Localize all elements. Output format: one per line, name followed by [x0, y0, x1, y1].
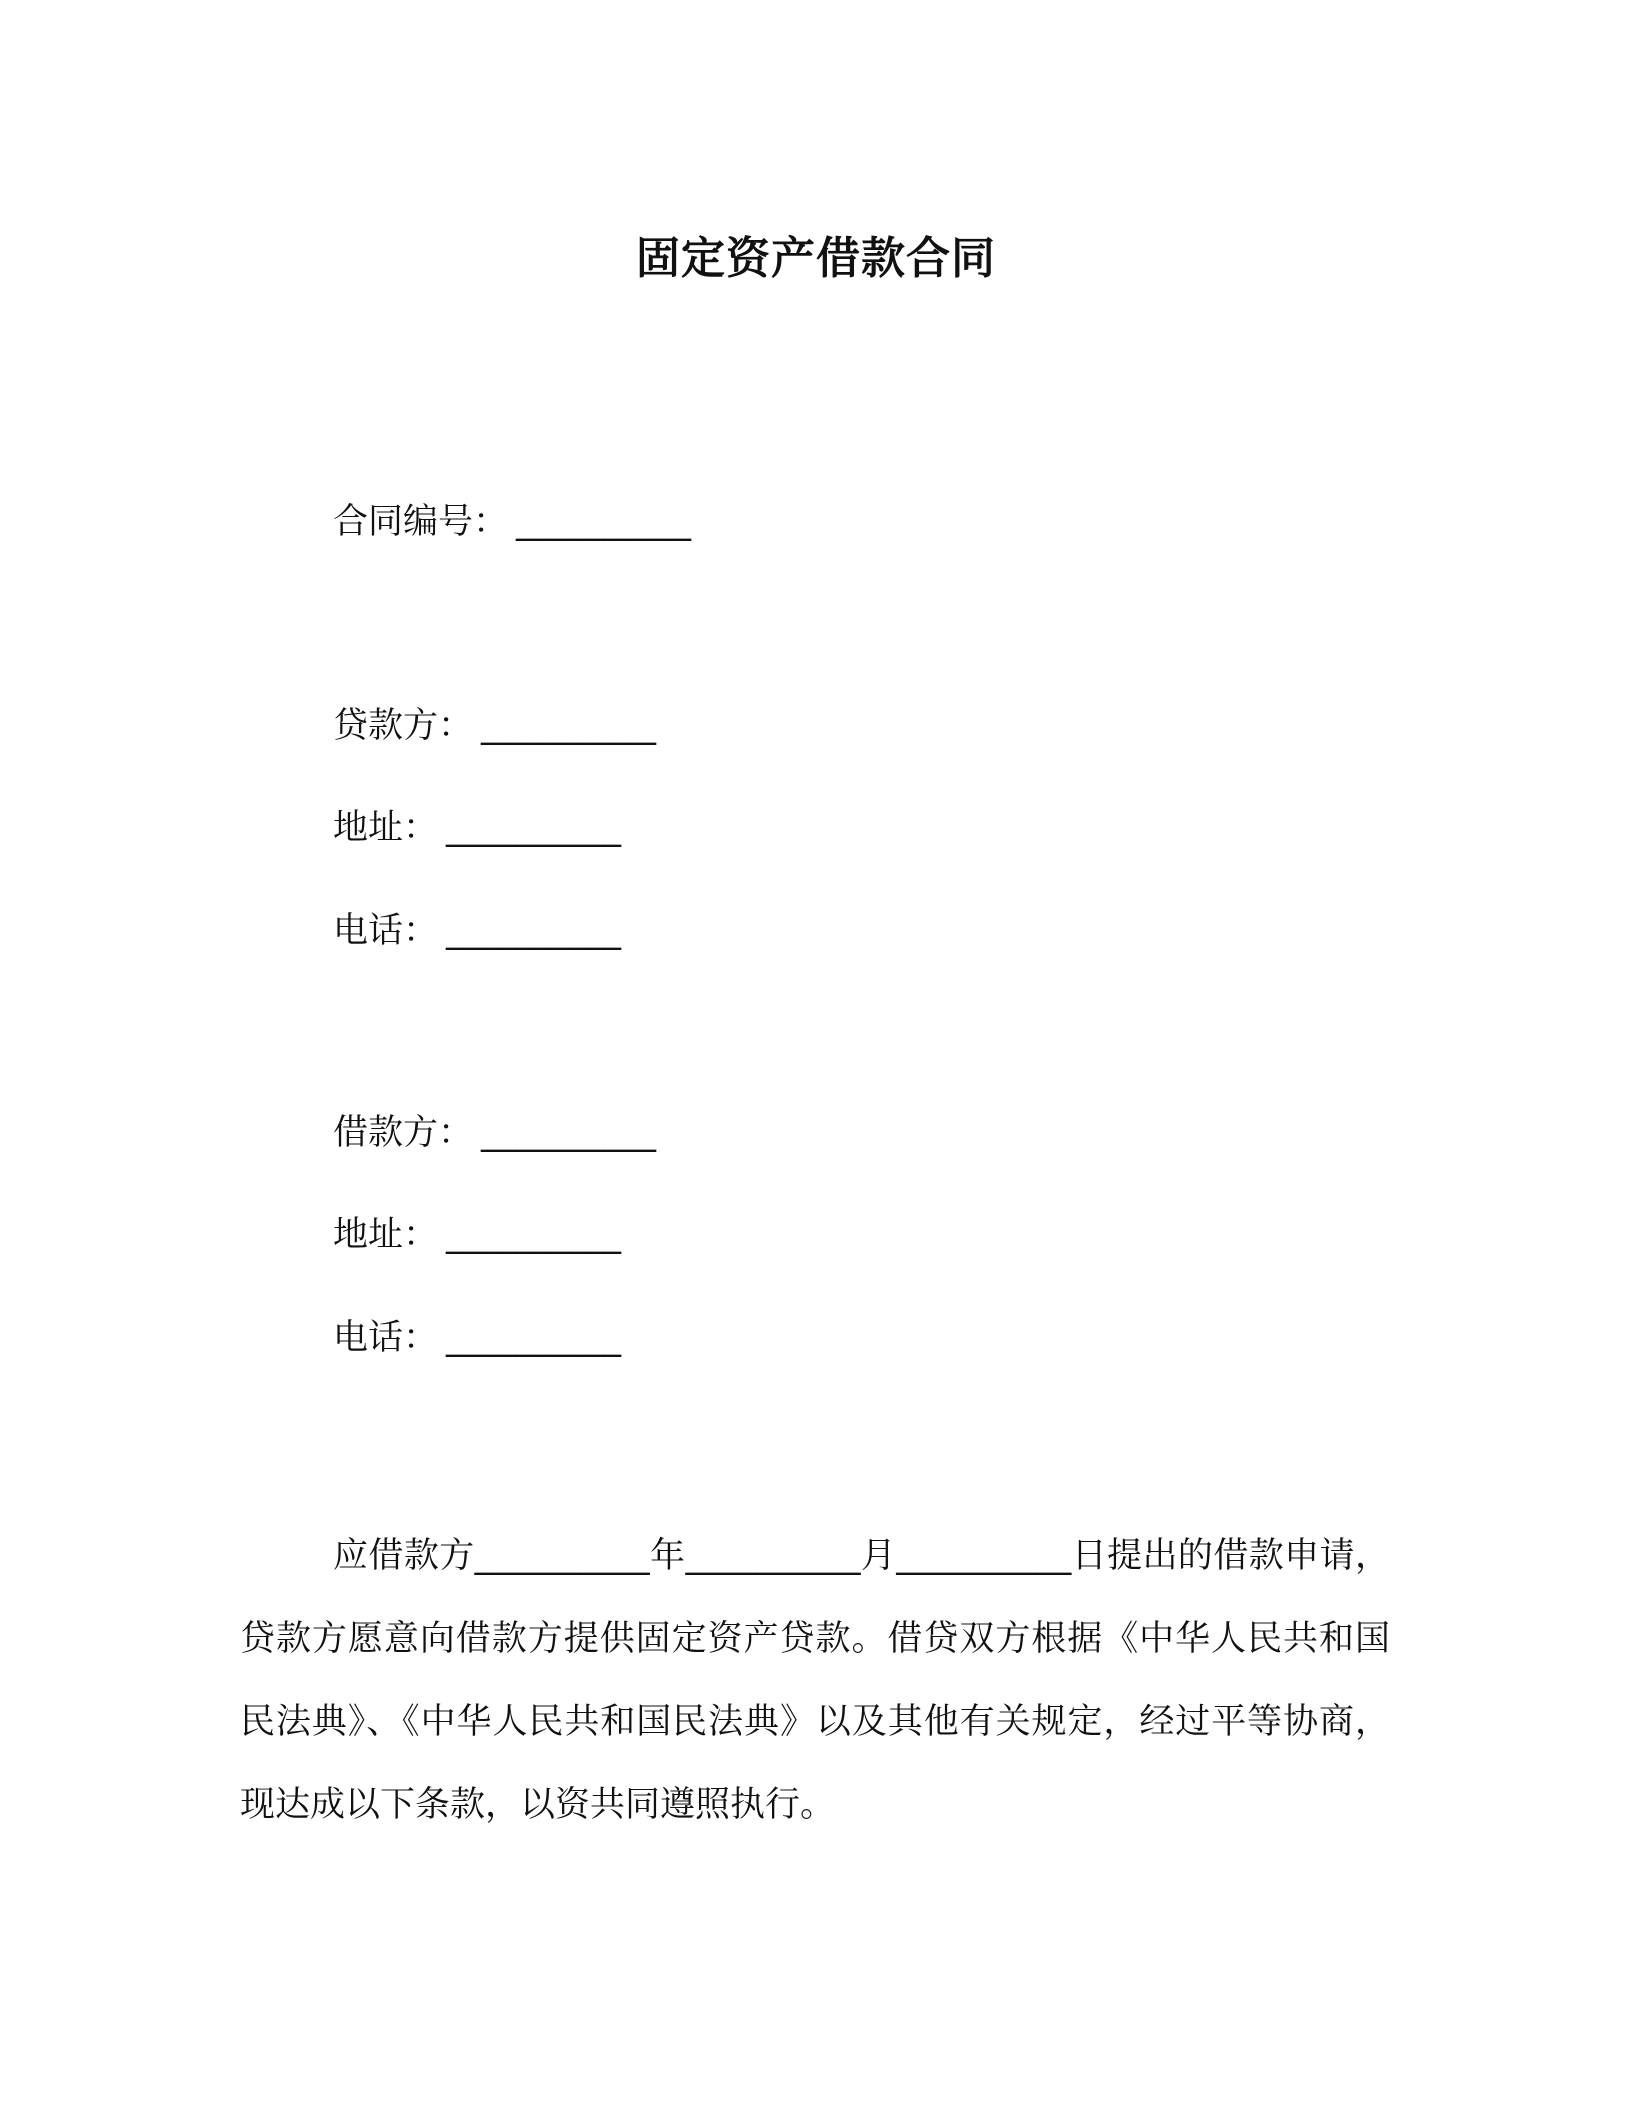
- lender-phone-blank: __________: [446, 911, 622, 951]
- borrower-phone-field: [333, 1310, 621, 1360]
- preamble-paragraph: 应借款方__________年__________月__________日提出的借款申请，贷款方愿意向借款方提供固定资产贷款。借贷双方根据《中华人民共和国民法典》、《中华人民共和国民法典》以及其他有关规定，经过平等协商，现达成以下条款，以资共同遵照执行。: [240, 1536, 1390, 1825]
- borrower-phone-label: 电话：: [333, 1318, 439, 1358]
- lender-phone-field: [333, 903, 621, 953]
- lender-address-field: [333, 800, 621, 850]
- lender-address-blank: __________: [446, 808, 622, 848]
- lender-address-label: 地址：: [333, 808, 439, 848]
- contract-number-blank: __________: [516, 502, 692, 542]
- borrower-phone-blank: __________: [446, 1318, 622, 1358]
- borrower-address-label: 地址：: [333, 1215, 439, 1255]
- borrower-address-blank: __________: [446, 1215, 622, 1255]
- page-title: 固定资产借款合同: [636, 233, 996, 284]
- contract-number-label: 合同编号：: [333, 502, 509, 542]
- borrower-label: 借款方：: [333, 1113, 474, 1153]
- borrower-field: [333, 1105, 656, 1155]
- lender-phone-label: 电话：: [333, 911, 439, 951]
- lender-blank: __________: [481, 706, 657, 746]
- lender-label: 贷款方：: [333, 706, 474, 746]
- borrower-address-field: [333, 1207, 621, 1257]
- borrower-blank: __________: [481, 1113, 657, 1153]
- lender-field: [333, 698, 656, 748]
- contract-number-field: [333, 494, 691, 544]
